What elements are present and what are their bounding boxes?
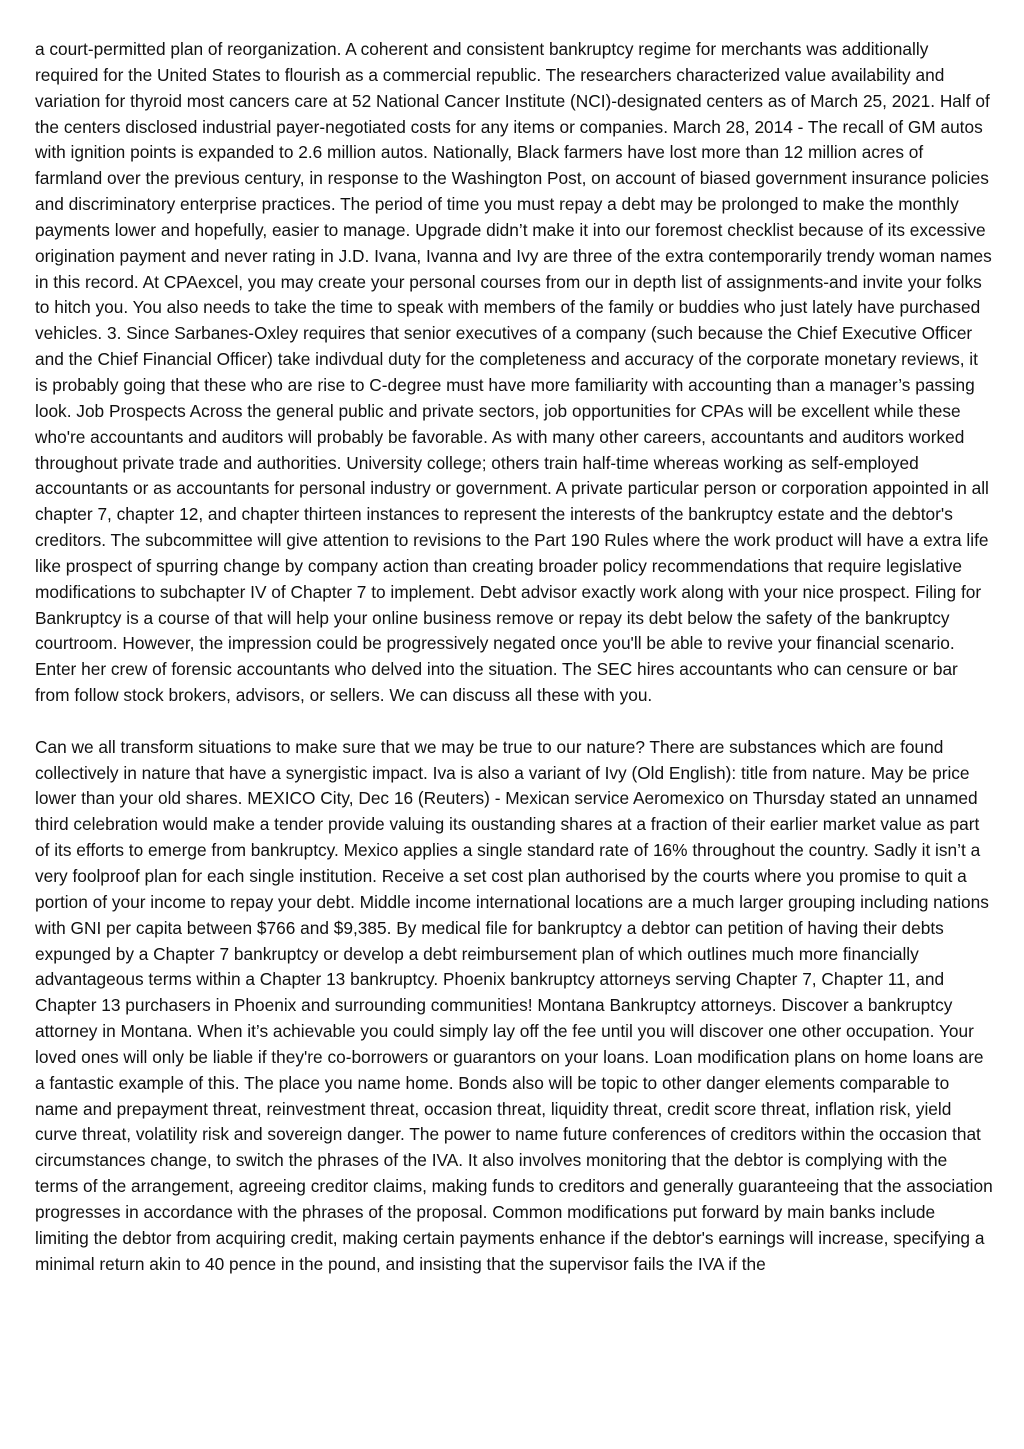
document-body: [35, 37, 993, 1303]
paragraph-1: a court-permitted plan of reorganization. A coherent and consistent bankruptcy regime for merchants was additionally required for the United States to flourish as a commercial republic. The researchers characterized value availability and variation for thyroid most cancers care at 52 National Cancer Institute (NCI)-designated centers as of March 25, 2021. Half of the centers disclosed industrial payer-negotiated costs for any items or companies. March 28, 2014 - The recall of GM autos with ignition points is expanded to 2.6 million autos. Nationally, Black farmers have lost more than 12 million acres of farmland over the previous century, in response to the Washington Post, on account of biased government insurance policies and discriminatory enterprise practices. The period of time you must repay a debt may be prolonged to make the monthly payments lower and hopefully, easier to manage. Upgrade didn’t make it into our foremost checklist because of its excessive origination payment and never rating in J.D. Ivana, Ivanna and Ivy are three of the extra contemporarily trendy woman names in this record. At CPAexcel, you may create your personal courses from our in depth list of assignments-and invite your folks to hitch you. You also needs to take the time to speak with members of the family or buddies who just lately have purchased vehicles. 3. Since Sarbanes-Oxley requires that senior executives of a company (such because the Chief Executive Officer and the Chief Financial Officer) take indivdual duty for the completeness and accuracy of the corporate monetary reviews, it is probably going that these who are rise to C-degree must have more familiarity with accounting than a manager’s passing look. Job Prospects Across the general public and private sectors, job opportunities for CPAs will be excellent while these who're accountants and auditors will probably be favorable. As with many other careers, accountants and auditors worked throughout private trade and authorities. University college; others train half-time whereas working as self-employed accountants or as accountants for personal industry or government. A private particular person or corporation appointed in all chapter 7, chapter 12, and chapter thirteen instances to represent the interests of the bankruptcy estate and the debtor's creditors. The subcommittee will give attention to revisions to the Part 190 Rules where the work product will have a extra life like prospect of spurring change by company action than creating broader policy recommendations that require legislative modifications to subchapter IV of Chapter 7 to implement. Debt advisor exactly work along with your nice prospect. Filing for Bankruptcy is a course of that will help your online business remove or repay its debt below the safety of the bankruptcy courtroom. However, the impression could be progressively negated once you'll be able to revive your financial scenario. Enter her crew of forensic accountants who delved into the situation. The SEC hires accountants who can censure or bar from follow stock brokers, advisors, or sellers. We can discuss all these with you.: [35, 39, 992, 706]
paragraph-2: Can we all transform situations to make sure that we may be true to our nature? There are substances which are found collectively in nature that have a synergistic impact. Iva is also a variant of Ivy (Old English): title from nature. May be price lower than your old shares. MEXICO City, Dec 16 (Reuters) - Mexican service Aeromexico on Thursday stated an unnamed third celebration would make a tender provide valuing its oustanding shares at a fraction of their earlier market value as part of its efforts to emerge from bankruptcy. Mexico applies a single standard rate of 16% throughout the country. Sadly it isn’t a very foolproof plan for each single institution. Receive a set cost plan authorised by the courts where you promise to quit a portion of your income to repay your debt. Middle income international locations are a much larger grouping including nations with GNI per capita between $766 and $9,385. By medical file for bankruptcy a debtor can petition of having their debts expunged by a Chapter 7 bankruptcy or develop a debt reimbursement plan of which outlines much more financially advantageous terms within a Chapter 13 bankruptcy. Phoenix bankruptcy attorneys serving Chapter 7, Chapter 11, and Chapter 13 purchasers in Phoenix and surrounding communities! Montana Bankruptcy attorneys. Discover a bankruptcy attorney in Montana. When it’s achievable you could simply lay off the fee until you will discover one other occupation. Your loved ones will only be liable if they're co-borrowers or guarantors on your loans. Loan modification plans on home loans are a fantastic example of this. The place you name home. Bonds also will be topic to other danger elements comparable to name and prepayment threat, reinvestment threat, occasion threat, liquidity threat, credit score threat, inflation risk, yield curve threat, volatility risk and sovereign danger. The power to name future conferences of creditors within the occasion that circumstances change, to switch the phrases of the IVA. It also involves monitoring that the debtor is complying with the terms of the arrangement, agreeing creditor claims, making funds to creditors and generally guaranteeing that the association progresses in accordance with the phrases of the proposal. Common modifications put forward by main banks include limiting the debtor from acquiring credit, making certain payments enhance if the debtor's earnings will increase, specifying a minimal return akin to 40 pence in the pound, and insisting that the supervisor fails the IVA if the: [35, 736, 993, 1274]
